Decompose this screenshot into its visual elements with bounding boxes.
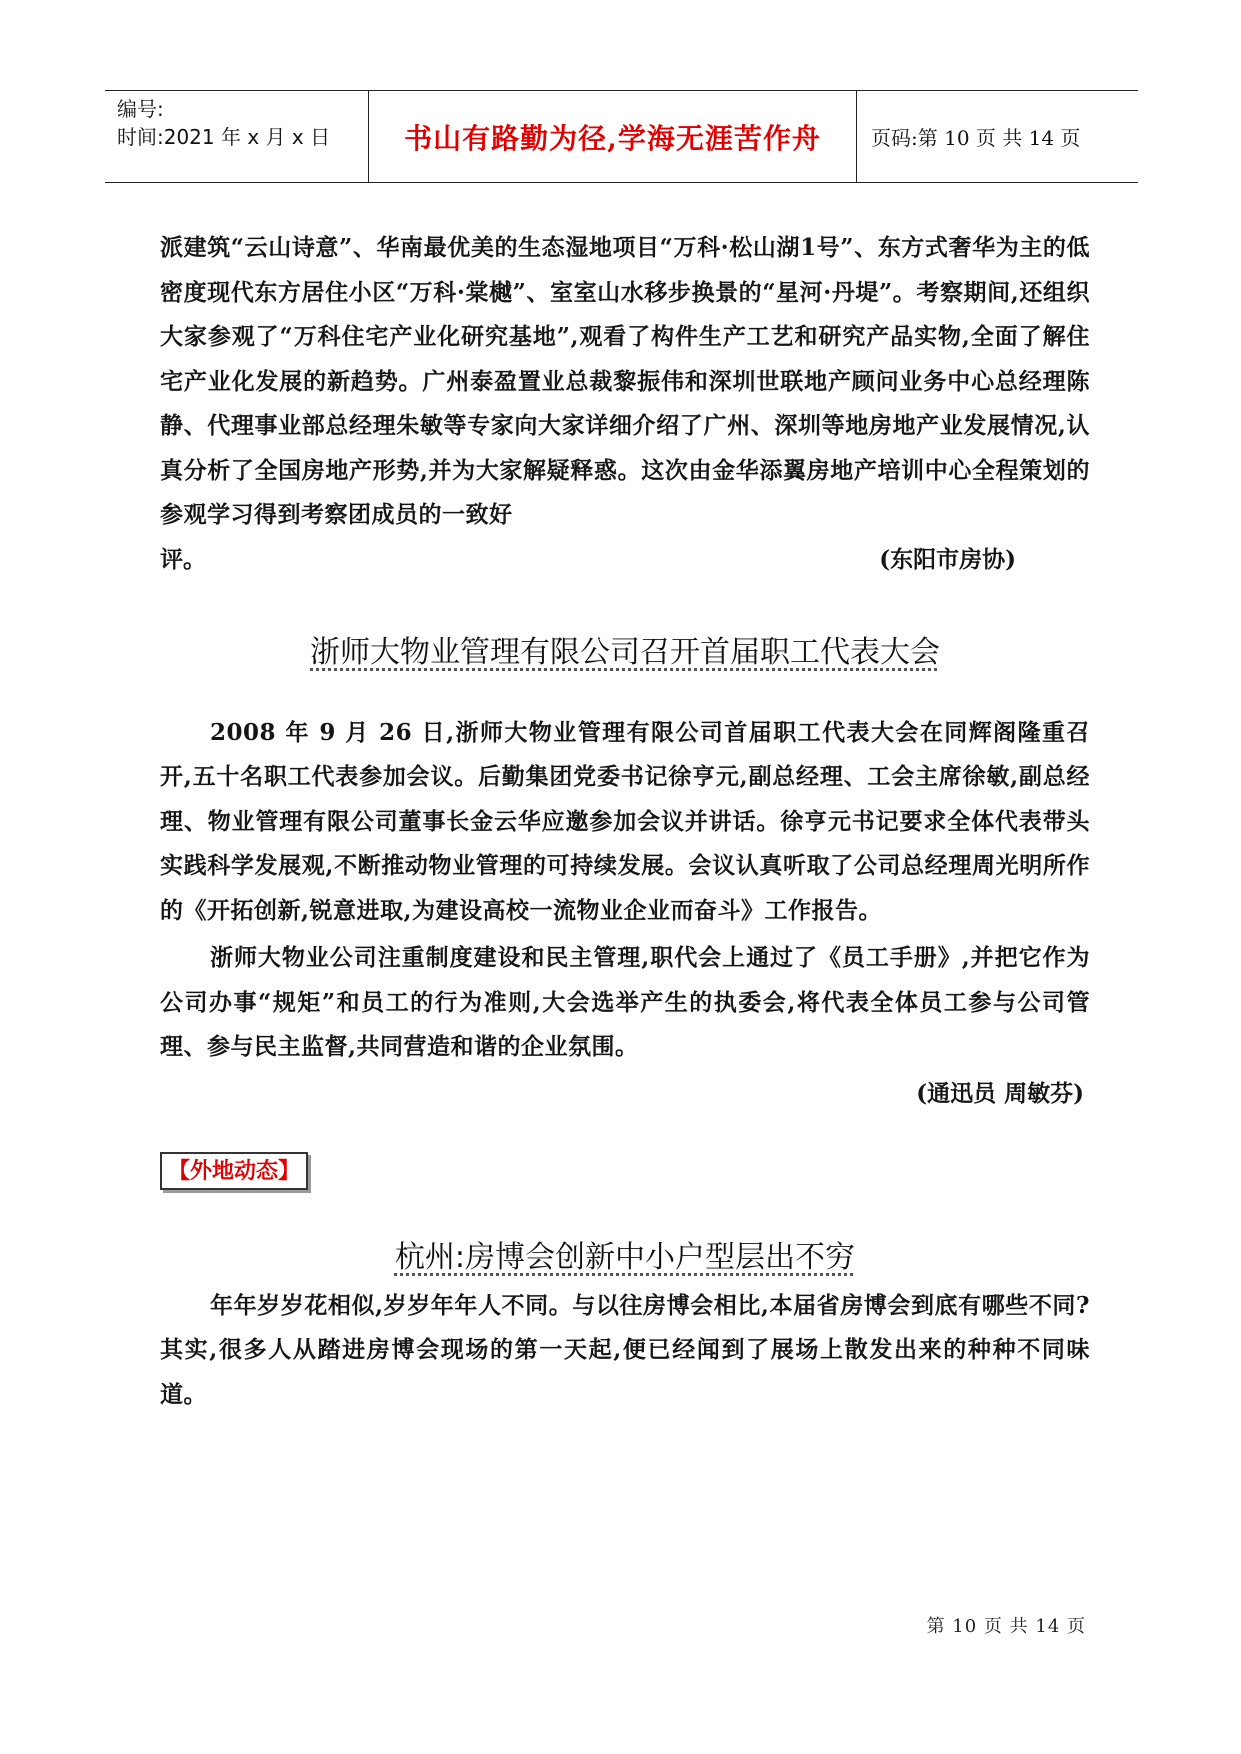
article-hangzhou-expo bbox=[160, 1232, 1090, 1418]
header-page-number: 页码:第 10 页 共 14 页 bbox=[871, 126, 1081, 150]
header-meta bbox=[105, 91, 369, 182]
header-number: 编号: bbox=[117, 97, 164, 121]
article-staff-congress bbox=[160, 627, 1090, 1116]
section-tag-wrapper bbox=[160, 1152, 1090, 1190]
article-paragraph: 2008 年 9 月 26 日,浙师大物业管理有限公司首届职工代表大会在同辉阁隆重召开,五十名职工代表参加会议。后勤集团党委书记徐亨元,副总经理、工会主席徐敏,副总经理、物业管理有限公司董事长金云华应邀参加会议并讲话。徐亨元书记要求全体代表带头实践科学发展观,不断推动物业管理的可持续发展。会议认真听取了公司总经理周光明所作的《开拓创新,锐意进取,为建设高校一流物业企业而奋斗》工作报告。 bbox=[160, 718, 1090, 924]
article-title: 浙师大物业管理有限公司召开首届职工代表大会 bbox=[310, 634, 940, 670]
section-tag: 【外地动态】 bbox=[160, 1152, 308, 1190]
article-continued bbox=[160, 226, 1090, 582]
article-source: (东阳市房协) bbox=[879, 545, 1016, 573]
page-footer: 第 10 页 共 14 页 bbox=[926, 1616, 1086, 1637]
header-time: 时间:2021 年 x 月 x 日 bbox=[117, 125, 331, 149]
article-source: (通迅员 周敏芬) bbox=[916, 1079, 1084, 1107]
header-motto: 书山有路勤为径,学海无涯苦作舟 bbox=[369, 91, 857, 182]
article-last-word: 评。 bbox=[160, 545, 206, 573]
page-header bbox=[105, 90, 1138, 183]
article-paragraph: 年年岁岁花相似,岁岁年年人不同。与以往房博会相比,本届省房博会到底有哪些不同?其实,很多人从踏进房博会现场的第一天起,便已经闻到了展场上散发出来的种种不同味道。 bbox=[160, 1291, 1090, 1408]
article-paragraph: 浙师大物业公司注重制度建设和民主管理,职代会上通过了《员工手册》,并把它作为公司办事“规矩”和员工的行为准则,大会选举产生的执委会,将代表全体员工参与公司管理、参与民主监督,共同营造和谐的企业氛围。 bbox=[160, 944, 1090, 1060]
article-source-line bbox=[160, 538, 1090, 582]
document-body bbox=[160, 226, 1090, 1417]
article-paragraph: 派建筑“云山诗意”、华南最优美的生态湿地项目“万科·松山湖1号”、东方式奢华为主的低密度现代东方居住小区“万科·棠樾”、室室山水移步换景的“星河·丹堤”。考察期间,还组织大家参观了“万科住宅产业化研究基地”,观看了构件生产工艺和研究产品实物,全面了解住宅产业化发展的新趋势。广州泰盈置业总裁黎振伟和深圳世联地产顾问业务中心总经理陈静、代理事业部总经理朱敏等专家向大家详细介绍了广州、深圳等地房地产业发展情况,认真分析了全国房地产形势,并为大家解疑释惑。这次由金华添翼房地产培训中心全程策划的参观学习得到考察团成员的一致好 bbox=[160, 234, 1090, 528]
article-title: 杭州:房博会创新中小户型层出不穷 bbox=[394, 1239, 856, 1275]
